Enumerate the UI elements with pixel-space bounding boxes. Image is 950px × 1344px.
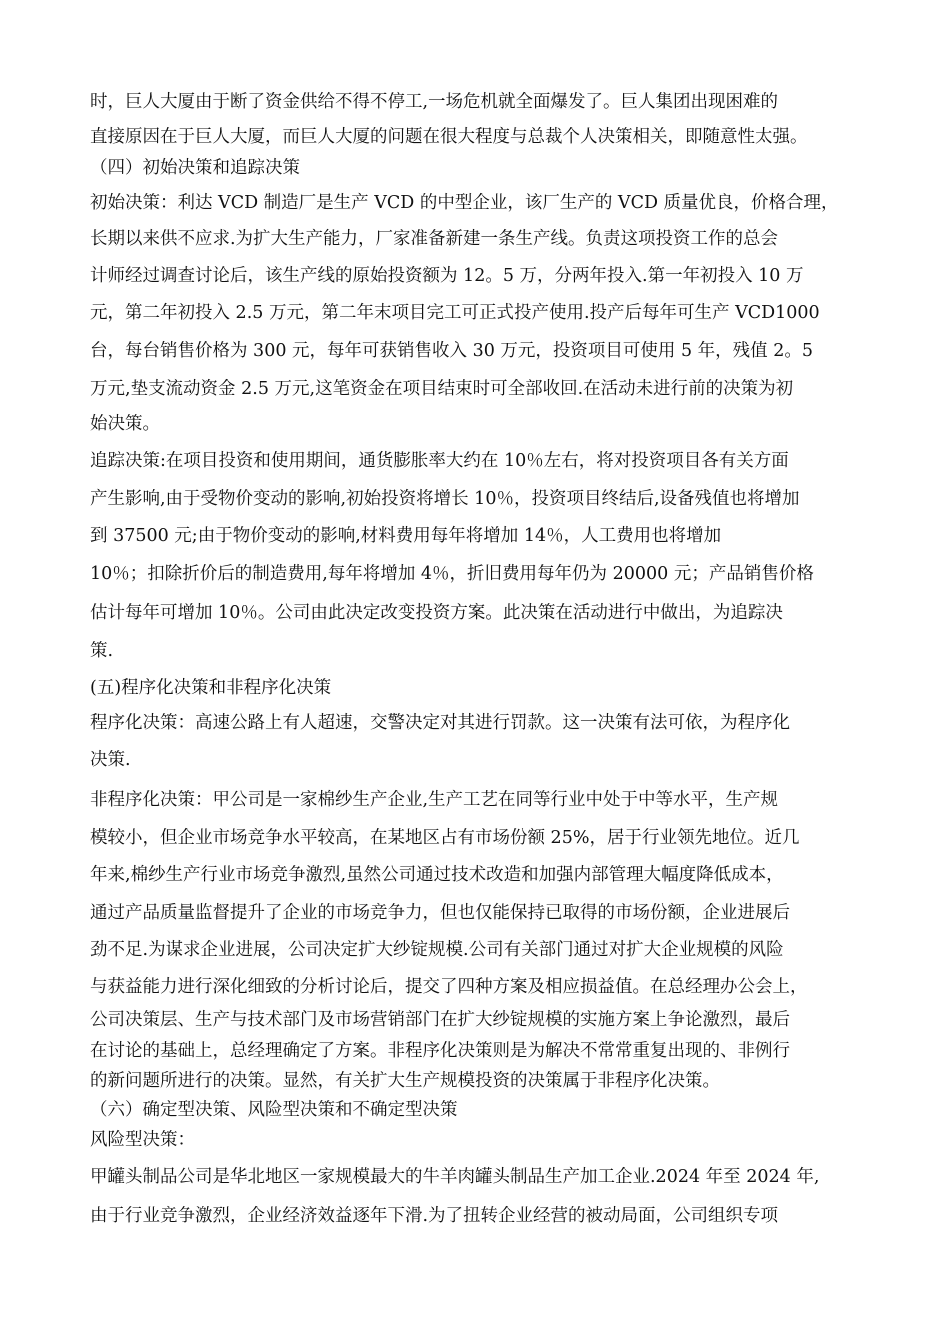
section-heading: （四）初始决策和追踪决策 [90, 158, 300, 178]
text-line: 与获益能力进行深化细致的分析讨论后，提交了四种方案及相应损益值。在总经理办公会上， [90, 977, 808, 997]
text-line: 决策. [90, 750, 131, 770]
text-line: 风险型决策： [90, 1130, 195, 1150]
text-line: 到 37500 元;由于物价变动的影响,材料费用每年将增加 14％，人工费用也将增加 [90, 526, 722, 546]
text-line: 估计每年可增加 10％。公司由此决定改变投资方案。此决策在活动进行中做出，为追踪决 [90, 603, 783, 623]
text-line: 10％；扣除折价后的制造费用,每年将增加 4％，折旧费用每年仍为 20000 元；产品销售价格 [90, 564, 814, 584]
text-line: 追踪决策:在项目投资和使用期间，通货膨胀率大约在 10％左右，将对投资项目各有关方面 [90, 451, 789, 471]
text-line: 产生影响,由于受物价变动的影响,初始投资将增长 10％，投资项目终结后,设备残值也将增加 [90, 489, 800, 509]
text-line: 在讨论的基础上，总经理确定了方案。非程序化决策则是为解决不常常重复出现的、非例行 [90, 1041, 790, 1061]
text-line: 时，巨人大厦由于断了资金供给不得不停工,一场危机就全面爆发了。巨人集团出现困难的 [90, 92, 779, 112]
text-line: 劲不足.为谋求企业进展，公司决定扩大纱锭规模.公司有关部门通过对扩大企业规模的风险 [90, 940, 784, 960]
text-line: 初始决策：利达 VCD 制造厂是生产 VCD 的中型企业，该厂生产的 VCD 质量优良，价格合理， [90, 193, 839, 213]
text-line: 策. [90, 641, 114, 661]
text-line: 公司决策层、生产与技术部门及市场营销部门在扩大纱锭规模的实施方案上争论激烈，最后 [90, 1010, 790, 1030]
section-heading: （六）确定型决策、风险型决策和不确定型决策 [90, 1100, 458, 1120]
text-line: 元，第二年初投入 2.5 万元，第二年末项目完工可正式投产使用.投产后每年可生产 VCD1000 [90, 303, 820, 323]
text-line: 始决策。 [90, 414, 160, 434]
text-line: 万元,垫支流动资金 2.5 万元,这笔资金在项目结束时可全部收回.在活动未进行前的决策为初 [90, 379, 794, 399]
text-line: 台，每台销售价格为 300 元，每年可获销售收入 30 万元，投资项目可使用 5 年，残值 2。5 [90, 341, 814, 361]
text-line: 由于行业竞争激烈，企业经济效益逐年下滑.为了扭转企业经营的被动局面，公司组织专项 [90, 1206, 779, 1226]
section-heading: (五)程序化决策和非程序化决策 [90, 678, 332, 698]
text-line: 模较小，但企业市场竞争水平较高，在某地区占有市场份额 25%，居于行业领先地位。近几 [90, 828, 800, 848]
text-line: 通过产品质量监督提升了企业的市场竞争力，但也仅能保持已取得的市场份额，企业进展后 [90, 903, 790, 923]
text-line: 年来,棉纱生产行业市场竞争激烈,虽然公司通过技术改造和加强内部管理大幅度降低成本， [90, 865, 784, 885]
text-line: 的新问题所进行的决策。显然，有关扩大生产规模投资的决策属于非程序化决策。 [90, 1071, 720, 1091]
text-line: 直接原因在于巨人大厦，而巨人大厦的问题在很大程度与总裁个人决策相关，即随意性太强。 [90, 127, 808, 147]
text-line: 程序化决策：高速公路上有人超速，交警决定对其进行罚款。这一决策有法可依，为程序化 [90, 713, 790, 733]
text-line: 甲罐头制品公司是华北地区一家规模最大的牛羊肉罐头制品生产加工企业.2024 年至 2024 年, [90, 1167, 820, 1187]
text-line: 计师经过调查讨论后，该生产线的原始投资额为 12。5 万，分两年投入.第一年初投入 10 万 [90, 266, 804, 286]
text-line: 长期以来供不应求.为扩大生产能力，厂家准备新建一条生产线。负责这项投资工作的总会 [90, 229, 779, 249]
text-line: 非程序化决策：甲公司是一家棉纱生产企业,生产工艺在同等行业中处于中等水平，生产规 [90, 790, 779, 810]
